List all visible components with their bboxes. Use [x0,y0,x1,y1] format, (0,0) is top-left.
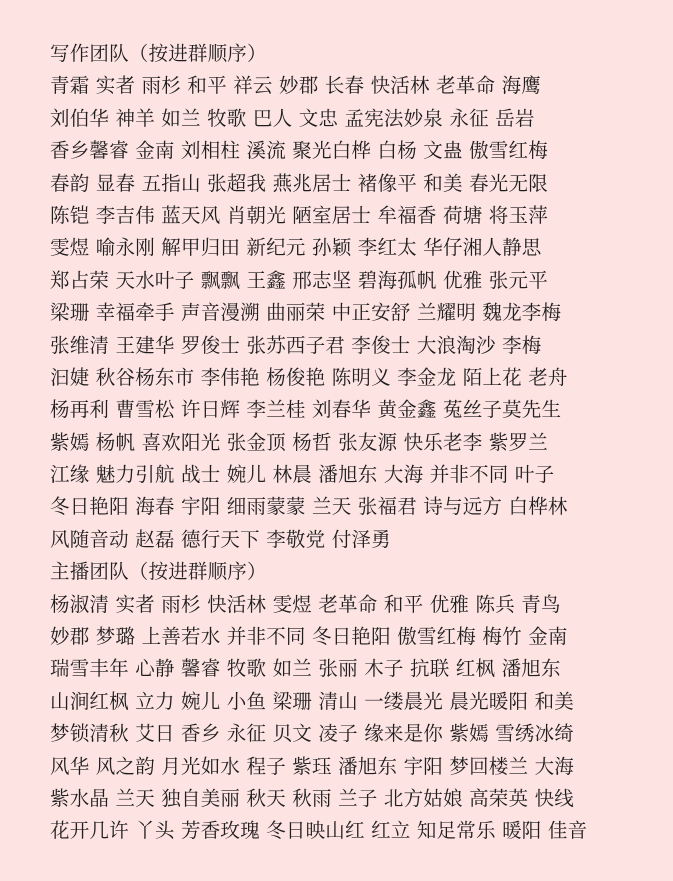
anchor-team-line: 杨淑清 实者 雨杉 快活林 雯煜 老革命 和平 优雅 陈兵 青鸟 [50,592,561,616]
writing-team-line: 汩婕 秋谷杨东市 李伟艳 杨俊艳 陈明义 李金龙 陌上花 老舟 [50,365,568,389]
writing-team-line: 雯煜 喻永刚 解甲归田 新纪元 孙颖 李红太 华仔湘人静思 [50,236,542,260]
writing-team-line: 杨再利 曹雪松 许日辉 李兰桂 刘春华 黄金鑫 菟丝子莫先生 [50,398,562,422]
writing-team-list [50,70,653,556]
writing-team-line: 陈铠 李吉伟 蓝天风 肖朝光 陋室居士 牟福香 荷塘 将玉萍 [50,203,548,227]
writing-team-line: 青霜 实者 雨杉 和平 祥云 妙郡 长春 快活林 老革命 海鹰 [50,74,541,98]
anchor-team-line: 紫水晶 兰天 独自美丽 秋天 秋雨 兰子 北方姑娘 高荣英 快线 [50,786,574,810]
writing-team-line: 郑占荣 天水叶子 飘飘 王鑫 邢志坚 碧海孤帆 优雅 张元平 [50,268,548,292]
writing-team-line: 张维清 王建华 罗俊士 张苏西子君 李俊士 大浪淘沙 李梅 [50,333,542,357]
anchor-team-line: 山涧红枫 立力 婉儿 小鱼 梁珊 清山 一缕晨光 晨光暖阳 和美 [50,689,574,713]
writing-team-line: 风随音动 赵磊 德行天下 李敬党 付泽勇 [50,527,391,551]
writing-team-line: 冬日艳阳 海春 宇阳 细雨蒙蒙 兰天 张福君 诗与远方 白桦林 [50,495,568,519]
anchor-team-list [50,589,653,848]
anchor-team-line: 花开几许 丫头 芳香玫瑰 冬日映山红 红立 知足常乐 暖阳 佳音 [50,819,588,843]
writing-team-line: 香乡馨睿 金南 刘相柱 溪流 聚光白桦 白杨 文蛊 傲雪红梅 [50,139,548,163]
writing-team-line: 紫嫣 杨帆 喜欢阳光 张金顶 杨哲 张友源 快乐老李 紫罗兰 [50,430,548,454]
anchor-team-heading: 主播团队（按进群顺序） [50,560,267,584]
anchor-team-line: 梦锁清秋 艾日 香乡 永征 贝文 凌子 缘来是你 紫嫣 雪绣冰绮 [50,722,574,746]
anchor-team-line: 瑞雪丰年 心静 馨睿 牧歌 如兰 张丽 木子 抗联 红枫 潘旭东 [50,657,561,681]
writing-team-heading: 写作团队（按进群顺序） [50,42,267,65]
writing-team-line: 春韵 显春 五指山 张超我 燕兆居士 褚像平 和美 春光无限 [50,171,548,195]
anchor-team-line: 妙郡 梦璐 上善若水 并非不同 冬日艳阳 傲雪红梅 梅竹 金南 [50,625,568,649]
writing-team-line: 刘伯华 神羊 如兰 牧歌 巴人 文忠 孟宪法妙泉 永征 岳岩 [50,106,535,130]
writing-team-line: 梁珊 幸福牵手 声音漫溯 曲丽荣 中正安舒 兰耀明 魏龙李梅 [50,301,562,325]
writing-team-line: 江缘 魅力引航 战士 婉儿 林晨 潘旭东 大海 并非不同 叶子 [50,463,555,487]
anchor-team-line: 风华 风之韵 月光如水 程子 紫珏 潘旭东 宇阳 梦回楼兰 大海 [50,754,574,778]
